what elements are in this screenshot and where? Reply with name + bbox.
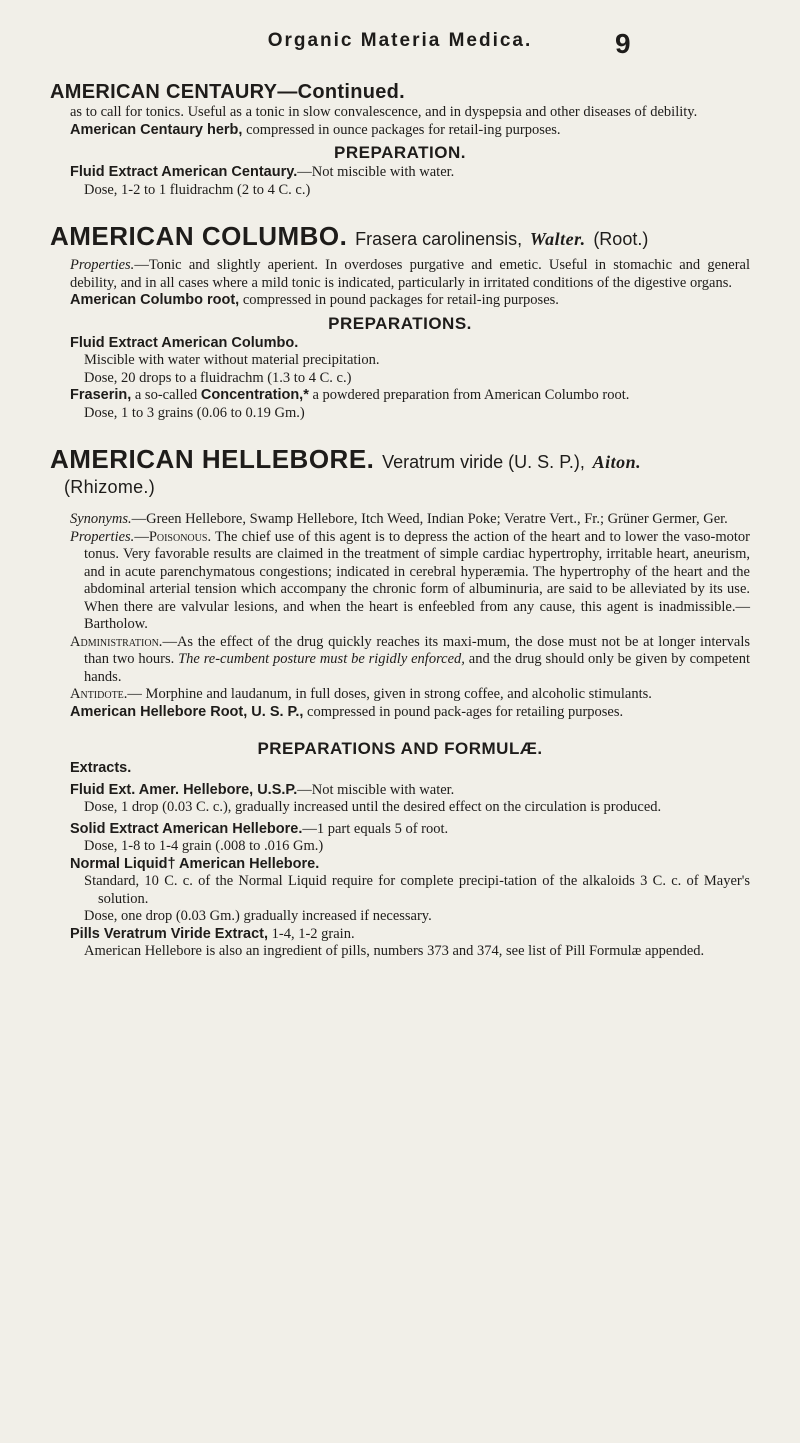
centaury-prep-heading: PREPARATION.: [334, 143, 466, 162]
centaury-text: as to call for tonics. Useful as a tonic in slow convalescence, and in dyspepsia and other diseases of debility.: [70, 104, 698, 120]
hellebore-prop-text: The chief use of this agent is to depress the action of the heart and to lower the vaso-motor tonus. Very favorable results are claimed in the treatment of simple cardiac hypertrophy, irritable heart, aneurism, and in acute parenchymatous congestions; indicated in cerebral hyperæmia. The hypertrophy of the heart and the abdominal arterial tension which accompany the chronic form of albuminuria, are said to be alleviated by its use. When there are valvular lesions, and when the heart is enfeebled from any cause, this agent is inadmissible.— Bartholow.: [84, 528, 750, 632]
hellebore-solid-extract: [50, 821, 750, 839]
columbo-root: [50, 292, 750, 310]
columbo-properties: [50, 257, 750, 292]
page-content: [50, 80, 750, 961]
hellebore-fe-text: —Not miscible with water.: [297, 781, 455, 798]
hellebore-root: [50, 704, 750, 722]
hellebore-pills-text: 1-4, 1-2 grain.: [268, 925, 355, 942]
hellebore-normal-liquid: [50, 856, 750, 874]
columbo-prep-heading: PREPARATIONS.: [328, 313, 472, 333]
hellebore-prep-heading: PREPARATIONS AND FORMULÆ.: [257, 739, 543, 758]
columbo-prop-text: —Tonic and slightly aperient. In overdoses purgative and emetic. Useful in stomachic and general debility, and in all cases where a mild tonic is indicated, particularly in irritated conditions of the digestive organs.: [70, 257, 750, 291]
extracts-label: Extracts.: [70, 760, 132, 776]
columbo-heading: [50, 221, 750, 254]
centaury-fe-text: —Not miscible with water.: [297, 164, 455, 180]
hellebore-nl-dose: Dose, one drop (0.03 Gm.) gradually increased if necessary.: [84, 908, 432, 924]
hellebore-admin-text1: —As the effect of the drug quickly reaches its maxi-mum, the dose must not be at longer intervals than two hours.: [84, 633, 750, 667]
columbo-fe-label: [50, 335, 750, 353]
hellebore-root-label: American Hellebore Root, U. S. P.,: [70, 703, 304, 720]
centaury-herb-text: compressed in ounce packages for retail-ing purposes.: [242, 121, 561, 138]
fraserin-dose: Dose, 1 to 3 grains (0.06 to 0.19 Gm.): [84, 404, 305, 421]
hellebore-administration: [50, 634, 750, 687]
hellebore-pills-label: Pills Veratrum Viride Extract,: [70, 925, 268, 942]
columbo-botanical: Frasera carolinensis,: [355, 229, 523, 249]
centaury-herb: [50, 122, 750, 140]
running-head-title: Organic Materia Medica.: [267, 30, 533, 51]
hellebore-se-dose: Dose, 1-8 to 1-4 grain (.008 to .016 Gm.): [84, 838, 324, 854]
fraserin-label: Fraserin,: [70, 387, 132, 403]
columbo-root-text: compressed in pound packages for retail-ing purposes.: [239, 292, 559, 308]
hellebore-syn-label: Synonyms.: [70, 511, 132, 527]
hellebore-antidote: [50, 686, 750, 704]
hellebore-anti-text: — Morphine and laudanum, in full doses, given in strong coffee, and alcoholic stimulants.: [127, 686, 652, 702]
hellebore-title: AMERICAN HELLEBORE.: [50, 444, 375, 474]
hellebore-nl-label: Normal Liquid† American Hellebore.: [70, 855, 320, 872]
hellebore-extracts: [50, 760, 750, 778]
centaury-fluid-extract: [50, 164, 750, 182]
centaury-fe-label: Fluid Extract American Centaury.: [70, 164, 298, 180]
hellebore-pills: [50, 926, 750, 944]
hellebore-fe-dose: Dose, 1 drop (0.03 C. c.), gradually increased until the desired effect on the circulation is produced.: [84, 799, 662, 815]
hellebore-synonyms: [50, 511, 750, 529]
fraserin-text: a powdered preparation from American Columbo root.: [308, 387, 630, 403]
hellebore-anti-label: Antidote.: [70, 686, 128, 702]
columbo-fe-dose: Dose, 20 drops to a fluidrachm (1.3 to 4 C. c.): [84, 369, 352, 386]
hellebore-se-text: —1 part equals 5 of root.: [302, 820, 449, 837]
hellebore-pills-note: American Hellebore is also an ingredient of pills, numbers 373 and 374, see list of Pill Formulæ appended.: [84, 943, 705, 959]
columbo-fe-line: Miscible with water without material precipitation.: [84, 352, 380, 368]
columbo-author: Walter.: [529, 229, 586, 249]
columbo-root-label: American Columbo root,: [70, 292, 240, 308]
columbo-fraserin: [50, 387, 750, 405]
page-number: 9: [615, 28, 631, 59]
fraserin-mid: a so-called: [131, 387, 201, 403]
concentration-label: Concentration,*: [200, 387, 309, 403]
hellebore-admin-italic: The re-cumbent posture must be rigidly enforced,: [178, 651, 465, 667]
hellebore-author: Aiton.: [592, 452, 642, 472]
hellebore-prop-poisonous: —Poisonous.: [134, 528, 212, 545]
hellebore-nl-text: Standard, 10 C. c. of the Normal Liquid require for complete precipi-tation of the alkaloids 3 C. c. of Mayer's solution.: [84, 873, 750, 907]
hellebore-properties: [50, 529, 750, 634]
running-head: [0, 28, 800, 59]
hellebore-prop-label: Properties.: [70, 528, 135, 545]
hellebore-root-text: compressed in pound pack-ages for retailing purposes.: [303, 703, 624, 720]
columbo-fe-title: Fluid Extract American Columbo.: [70, 334, 299, 351]
hellebore-fe-label: Fluid Ext. Amer. Hellebore, U.S.P.: [70, 781, 298, 798]
hellebore-heading: [50, 444, 750, 477]
centaury-heading: AMERICAN CENTAURY—Continued.: [50, 81, 406, 103]
centaury-dose: Dose, 1-2 to 1 fluidrachm (2 to 4 C. c.): [84, 181, 311, 198]
centaury-herb-label: American Centaury herb,: [70, 121, 243, 138]
hellebore-admin-text2: and the drug should only be given by competent hands.: [84, 651, 750, 685]
hellebore-se-label: Solid Extract American Hellebore.: [70, 820, 303, 837]
columbo-title: AMERICAN COLUMBO.: [50, 221, 348, 251]
hellebore-syn-text: —Green Hellebore, Swamp Hellebore, Itch Weed, Indian Poke; Veratre Vert., Fr.; Grüner Germer, Ger.: [131, 511, 728, 527]
columbo-prop-label: Properties.: [70, 257, 135, 273]
columbo-part: (Root.): [593, 229, 649, 249]
hellebore-botanical: Veratrum viride (U. S. P.),: [382, 452, 585, 472]
hellebore-fluid-extract: [50, 782, 750, 800]
hellebore-part: (Rhizome.): [64, 477, 156, 497]
hellebore-admin-label: Administration.: [70, 633, 163, 650]
